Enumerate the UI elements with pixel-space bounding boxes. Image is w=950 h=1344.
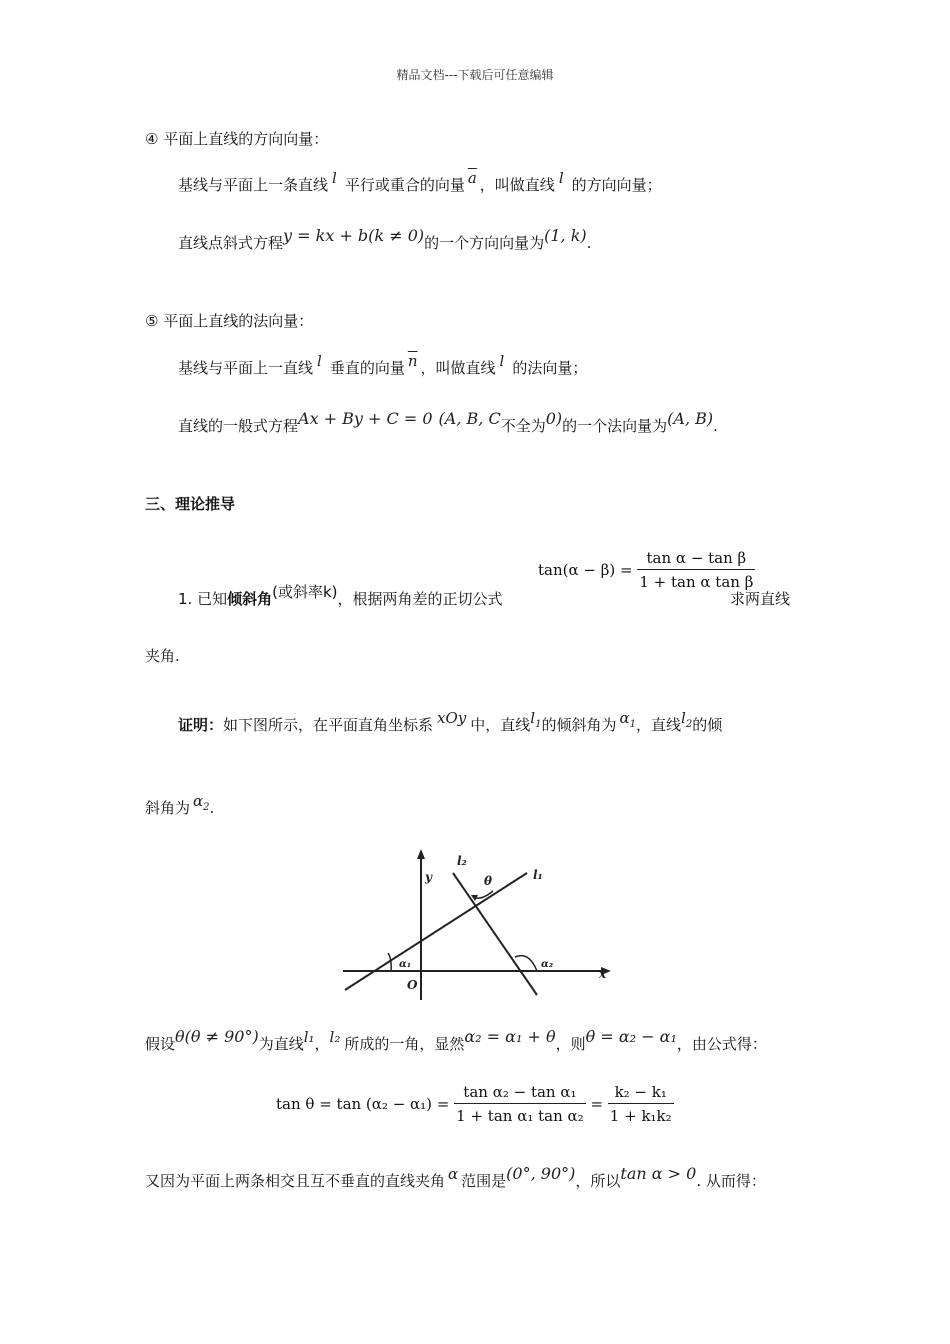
numerator-2: k₂ − k₁ [608, 1083, 674, 1104]
alpha2: $\alpha_2$ [193, 792, 210, 813]
angle-relation: α₂ = α₁ + θ [464, 1027, 556, 1046]
text: . [586, 234, 592, 252]
section4-line1 [178, 169, 662, 195]
display-fraction-1 [454, 1083, 586, 1125]
text: 的法向量； [512, 359, 588, 377]
text: . [209, 799, 215, 817]
vector-n: $\overline{n}$ [407, 352, 418, 370]
text: 平行或重合的向量 [344, 176, 465, 194]
text: 假设 [145, 1035, 176, 1053]
tangent-difference-formula [538, 549, 755, 591]
section4-line2 [178, 226, 592, 253]
text: 范围是 [461, 1172, 507, 1190]
page-header: 精品文档---下载后可任意编辑 [396, 68, 554, 82]
alpha1-label: α₁ [399, 959, 412, 970]
section3-title: 三、理论推导 [145, 495, 236, 513]
text: . 从而得： [696, 1172, 766, 1190]
general-equation: Ax + By + C = 0 [298, 409, 433, 428]
text: ，叫做直线 [420, 359, 496, 377]
assumption-line [145, 1027, 767, 1054]
text: 不全为 [500, 417, 546, 435]
text: ，根据两角差的正切公式 [337, 590, 503, 608]
line-l1 [345, 873, 527, 990]
text: 为直线 [258, 1035, 304, 1053]
direction-vector: (1, k) [544, 226, 587, 245]
text: 如下图所示，在平面直角坐标系 [223, 716, 434, 734]
text: ，叫做直线 [479, 176, 555, 194]
origin-label: O [407, 978, 418, 992]
l1: l₁ [303, 1028, 315, 1046]
text: 的一个方向向量为 [424, 234, 545, 252]
l2: l₂ [329, 1028, 341, 1046]
tangent-positive: tan α > 0 [620, 1164, 697, 1183]
text: ，所以 [575, 1172, 621, 1190]
text: ，由公式得： [676, 1035, 767, 1053]
coefficients: (A, B, C [438, 409, 501, 428]
line-l2 [453, 873, 537, 995]
angle-range: (0°, 90°) [506, 1164, 576, 1183]
vector-a: $\overline{a}$ [467, 169, 477, 187]
text: 的一个法向量为 [562, 417, 668, 435]
formula-fraction [637, 549, 755, 591]
text: 又因为平面上两条相交且互不垂直的直线夹角 [145, 1172, 446, 1190]
alpha1: $\alpha_1$ [619, 709, 636, 730]
y-arrow-icon [417, 849, 425, 859]
l2-label: l₂ [457, 854, 467, 868]
line-var-l: l [317, 352, 322, 370]
text: 直线的一般式方程 [178, 417, 299, 435]
theta-condition: θ(θ ≠ 90°) [175, 1027, 259, 1046]
formula-lhs: tan(α − β) = [538, 561, 633, 579]
section5-line1 [178, 352, 588, 378]
text: 的倾斜角为 [541, 716, 617, 734]
line-l1: $l_1$ [530, 709, 542, 730]
text: 的倾 [692, 716, 723, 734]
point-slope-equation: y = kx + b(k ≠ 0) [283, 226, 425, 245]
proof-continuation [145, 792, 215, 820]
display-fraction-2 [608, 1083, 674, 1125]
normal-vector: (A, B) [667, 409, 714, 428]
line-l2: $l_2$ [681, 709, 693, 730]
formula-numerator: tan α − tan β [637, 549, 755, 570]
text: 基线与平面上一直线 [178, 359, 314, 377]
proof-label: 证明： [178, 716, 224, 734]
theta-label: θ [484, 874, 493, 888]
numerator-1: tan α₂ − tan α₁ [454, 1083, 586, 1104]
denominator-1: 1 + tan α₁ tan α₂ [456, 1107, 584, 1125]
text: ， [314, 1035, 330, 1053]
item1-continuation: 夹角. [145, 647, 180, 665]
slope-paren: (或斜率k) [272, 583, 338, 601]
x-label: x [599, 967, 607, 981]
line-var-l: l [332, 169, 337, 187]
display-equals: = [590, 1095, 604, 1113]
l1-label: l₁ [533, 868, 543, 882]
text: 直线点斜式方程 [178, 234, 284, 252]
formula-denominator: 1 + tan α tan β [639, 573, 754, 591]
coordinate-system: xOy [437, 709, 467, 727]
line-var-l: l [499, 352, 505, 370]
alpha2-label: α₂ [541, 959, 554, 970]
text: 的方向向量； [571, 176, 662, 194]
text: ，直线 [636, 716, 682, 734]
text: . [713, 417, 718, 435]
theta-relation: θ = α₂ − α₁ [585, 1027, 677, 1046]
angle-figure [335, 845, 620, 1005]
text: 1. 已知 [178, 590, 228, 608]
section5-line2 [178, 409, 718, 436]
item1-line [178, 583, 503, 609]
line-var-l: l [558, 169, 564, 187]
text: 所成的一角，显然 [344, 1035, 465, 1053]
zero: 0) [545, 409, 563, 428]
display-lhs: tan θ = tan (α₂ − α₁) = [276, 1095, 450, 1113]
text: ，则 [555, 1035, 586, 1053]
denominator-2: 1 + k₁k₂ [609, 1107, 672, 1125]
text: 斜角为 [145, 799, 191, 817]
display-formula [276, 1083, 674, 1125]
text: 基线与平面上一条直线 [178, 176, 329, 194]
text: 垂直的向量 [329, 359, 405, 377]
y-label: y [425, 870, 432, 884]
range-line [145, 1164, 766, 1191]
section4-title: ④ 平面上直线的方向向量： [145, 130, 329, 148]
item1-tail: 求两直线 [730, 590, 791, 608]
alpha: α [448, 1165, 459, 1183]
text: 中，直线 [470, 716, 531, 734]
section5-title: ⑤ 平面上直线的法向量： [145, 312, 314, 330]
keyword-inclination: 倾斜角 [227, 590, 273, 608]
proof-line [178, 709, 723, 737]
